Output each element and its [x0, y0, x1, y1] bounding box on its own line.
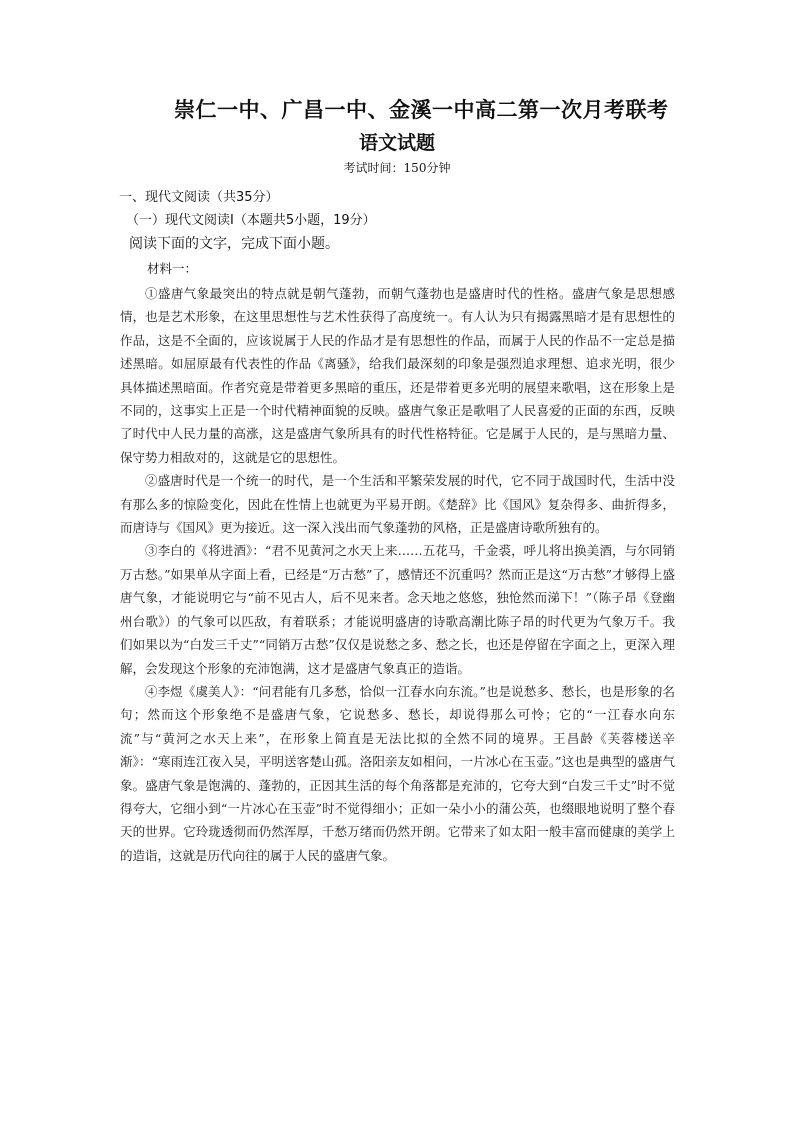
paragraph-4: ④李煜《虞美人》：“问君能有几多愁，恰似一江春水向东流。”也是说愁多、愁长，也是形象的名句；然而这个形象绝不是盛唐气象，它说愁多、愁长，却说得那么可怜；它的“一江春水向东流”与“黄河之水天上来”，在形象上简直是无法比拟的全然不同的境界。王昌龄《芙蓉楼送辛渐》：“寒雨连江夜入吴，平明送客楚山孤。洛阳亲友如相问，一片冰心在玉壶。”这也是典型的盛唐气象。盛唐气象是饱满的、蓬勃的，正因其生活的每个角落都是充沛的，它夸大到“白发三千丈”时不觉得夸大，它细小到“一片冰心在玉壶”时不觉得细小；正如一朵小小的蒲公英，也缀眼地说明了整个春天的世界。它玲珑透彻而仍然浑厚，千愁万绪而仍然开朗。它带来了如太阳一般丰富而健康的美学上的造诣，这就是历代向往的属于人民的盛唐气象。: [120, 683, 675, 863]
reading-instruction: 阅读下面的文字，完成下面小题。: [129, 236, 339, 252]
paragraph-3: ③李白的《将进酒》：“君不见黄河之水天上来……五花马，千金裘，呼儿将出换美酒，与尔同销万古愁。”如果单从字面上看，已经是“万古愁”了，感情还不沉重吗？然而正是这“万古愁”才够得上盛唐气象，才能说明它与“前不见古人，后不见来者。念天地之悠悠，独怆然而涕下！”（陈子昂《登幽州台歌》）的气象可以匹敌，有着联系；才能说明盛唐的诗歌高潮比陈子昂的时代更为气象万千。我们如果以为“白发三千丈”“同销万古愁”仅仅是说愁之多、愁之长，也还是停留在字面之上，更深入理解，会发现这个形象的充沛饱满，这才是盛唐气象真正的造诣。: [120, 543, 675, 676]
reading-passage: [120, 282, 675, 867]
section-heading: 一、现代文阅读（共35分）: [119, 190, 279, 205]
paragraph-1: ①盛唐气象最突出的特点就是朝气蓬勃，而朝气蓬勃也是盛唐时代的性格。盛唐气象是思想感情，也是艺术形象，在这里思想性与艺术性获得了高度统一。有人认为只有揭露黑暗才是有思想性的作品，这是不全面的，应该说属于人民的作品才是有思想性的作品，而属于人民的作品不一定总是描述黑暗。如屈原最有代表性的作品《离骚》，给我们最深刻的印象是强烈追求理想、追求光明，很少具体描述黑暗面。作者究竟是带着更多黑暗的重压，还是带着更多光明的展望来歌唱，这在形象上是不同的，这事实上正是一个时代精神面貌的反映。盛唐气象正是歌唱了人民喜爱的正面的东西，反映了时代中人民力量的高涨，这是盛唐气象所具有的时代性格特征。它是属于人民的，是与黑暗力量、保守势力相敌对的，这就是它的思想性。: [120, 286, 675, 465]
exam-subtitle: 语文试题: [358, 132, 435, 154]
paragraph-2: ②盛唐时代是一个统一的时代，是一个生活和平繁荣发展的时代，它不同于战国时代，生活中没有那么多的惊险变化，因此在性情上也就更为平易开朗。《楚辞》比《国风》复杂得多、曲折得多，而唐诗与《国风》更为接近。这一深入浅出而气象蓬勃的风格，正是盛唐诗歌所独有的。: [120, 473, 675, 536]
exam-title: 崇仁一中、广昌一中、金溪一中高二第一次月考联考: [174, 97, 669, 122]
exam-time: 考试时间：150分钟: [343, 161, 451, 175]
section-subheading: （一）现代文阅读Ⅰ（本题共5小题，19分）: [126, 213, 376, 228]
material-label: 材料一：: [147, 261, 198, 276]
